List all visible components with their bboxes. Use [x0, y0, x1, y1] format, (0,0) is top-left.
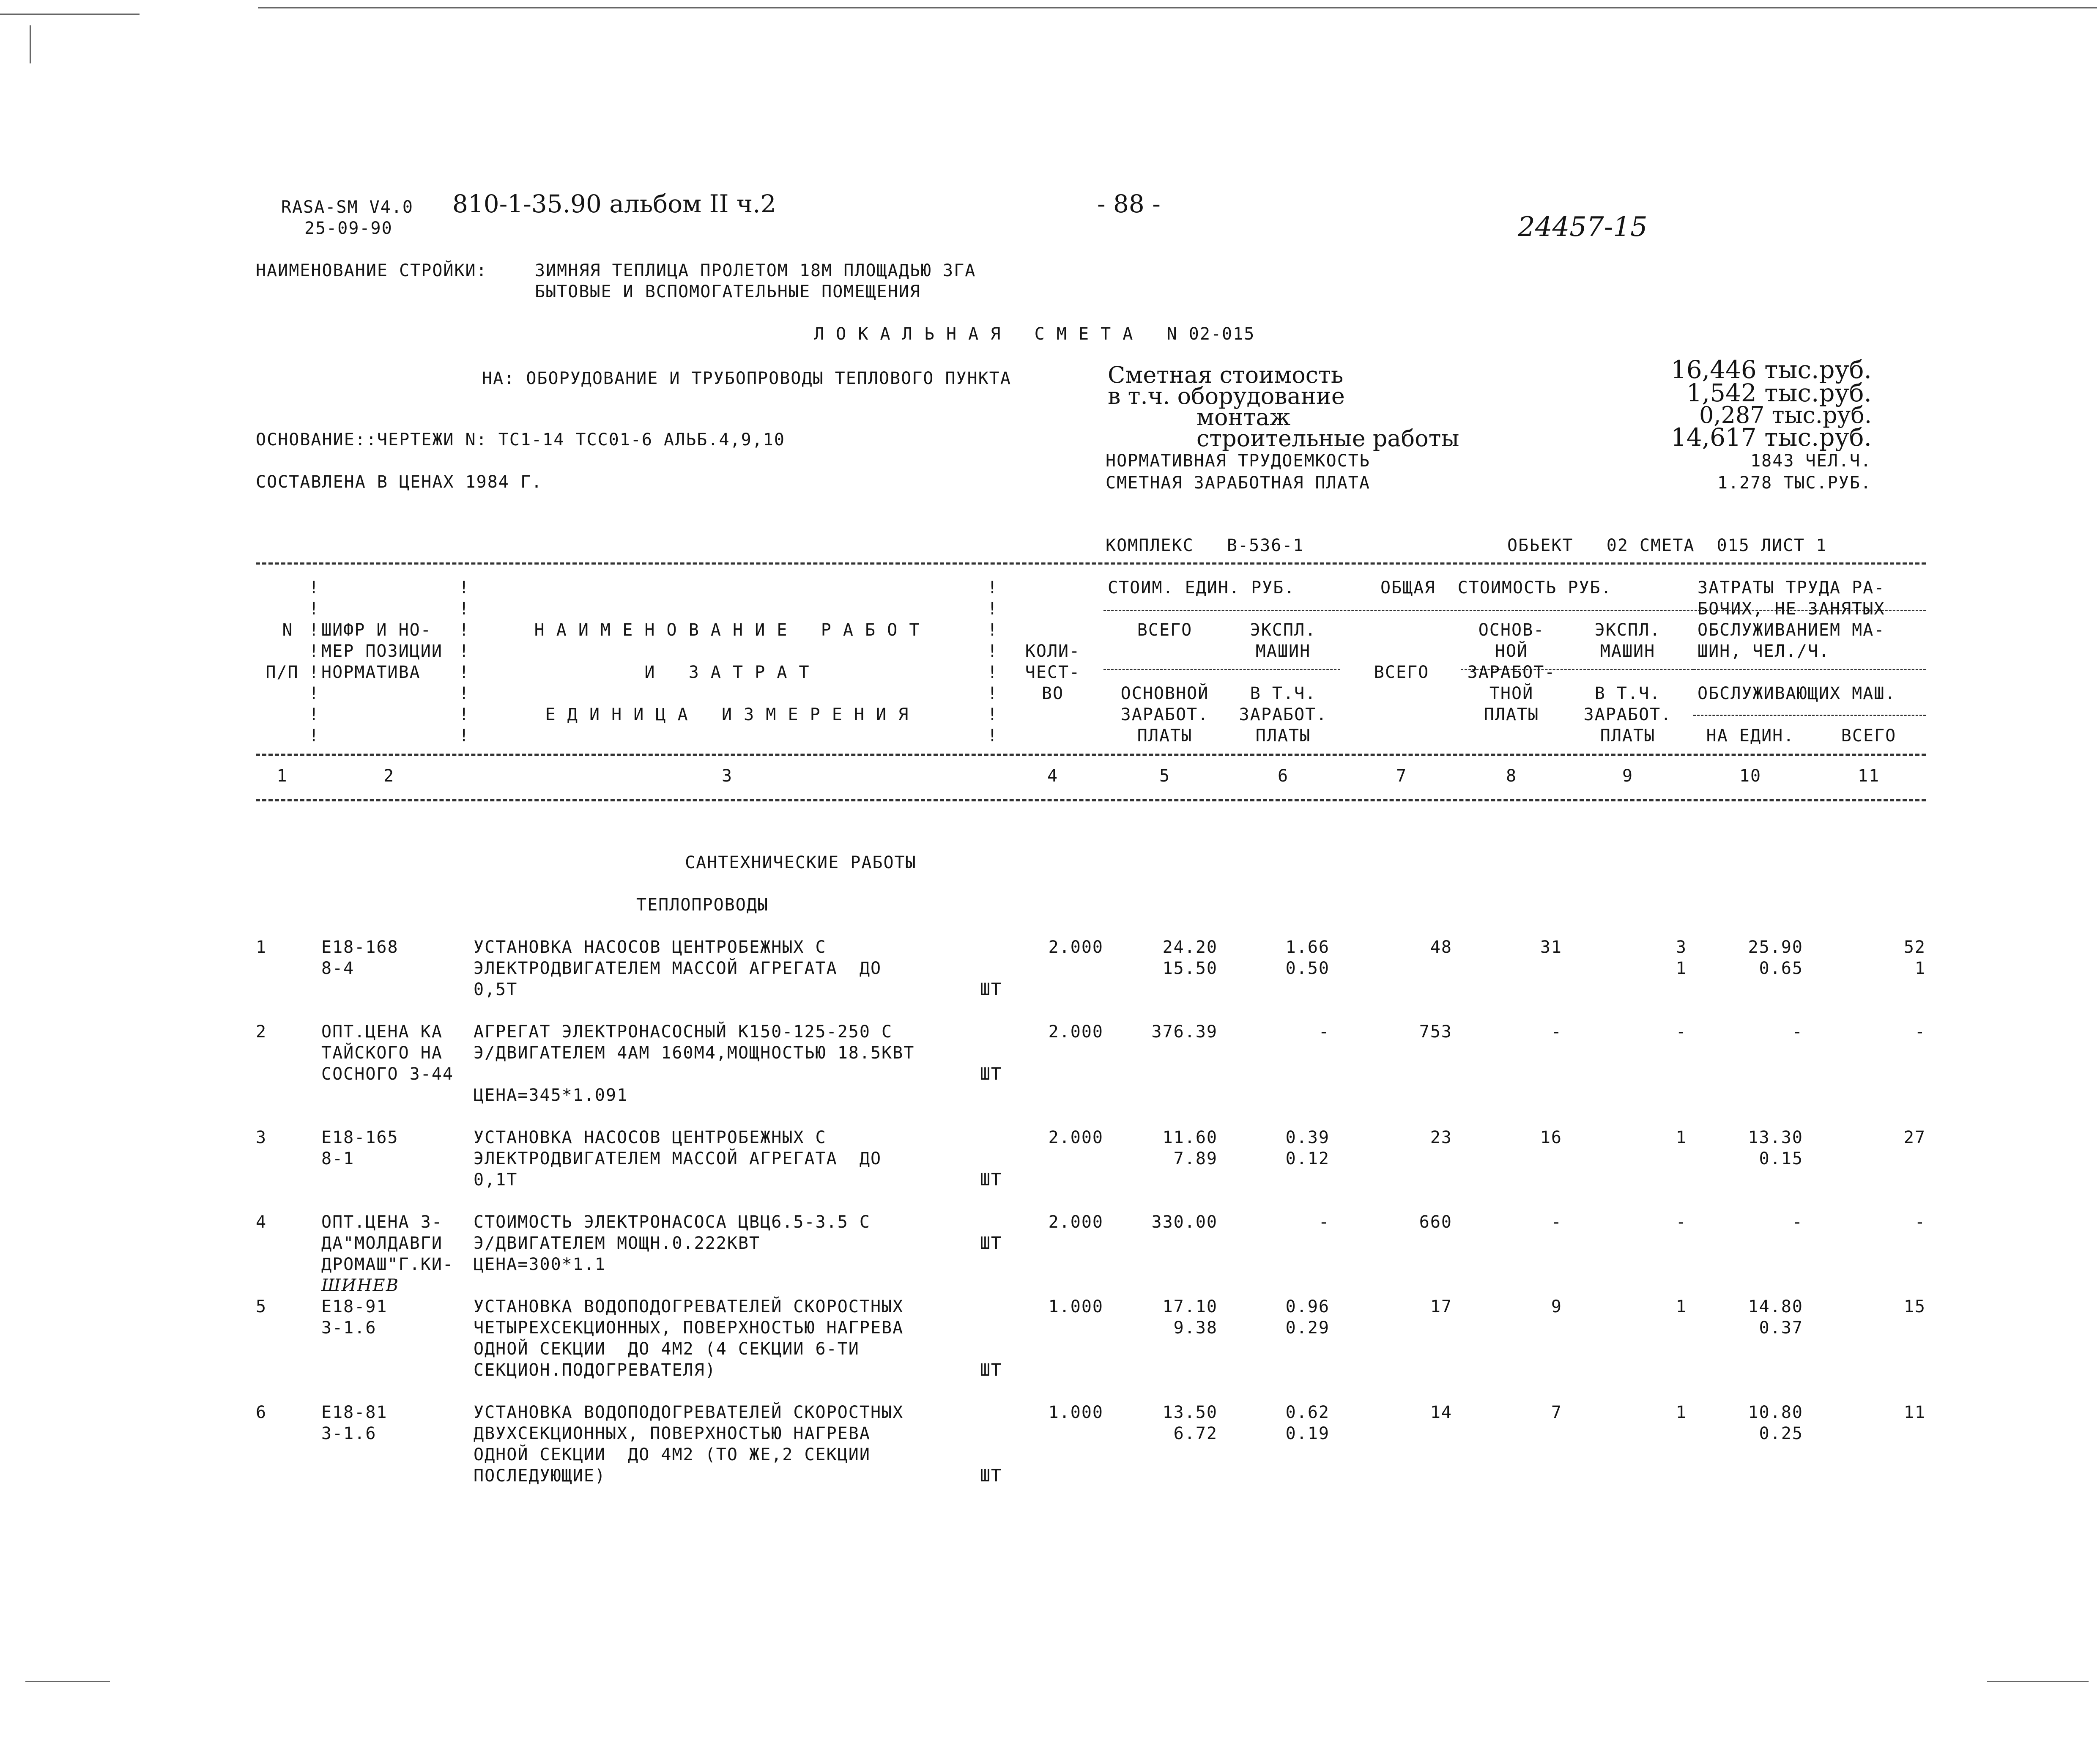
row-total-cost: 753 — [1419, 1022, 1452, 1042]
summary-construction-label: строительные работы — [1196, 425, 1459, 452]
section-subtitle: ТЕПЛОПРОВОДЫ — [636, 895, 769, 915]
estimate-title: Л О К А Л Ь Н А Я С М Е Т А N 02-015 — [814, 324, 1255, 344]
header-c6b: В Т.Ч. ЗАРАБОТ. ПЛАТЫ — [1239, 684, 1328, 746]
row-quantity: 1.000 — [1048, 1297, 1103, 1316]
row-labor-total: - — [1914, 1022, 1926, 1042]
summary-mounting-value: 0,287 тыс.руб. — [1699, 402, 1872, 428]
row-machine-total: - — [1676, 1022, 1687, 1042]
row-name: УСТАНОВКА ВОДОПОДОГРЕВАТЕЛЕЙ СКОРОСТНЫХ — [474, 1297, 904, 1316]
row-code: ОПТ.ЦЕНА 3- — [321, 1212, 443, 1232]
header-col-4: КОЛИ- ЧЕСТ- ВО — [1025, 642, 1081, 703]
row-number: 6 — [256, 1403, 267, 1422]
row-code: ДА"МОЛДАВГИ — [321, 1234, 443, 1253]
row-name: ЭЛЕКТРОДВИГАТЕЛЕМ МАССОЙ АГРЕГАТА ДО — [474, 959, 882, 978]
summary-construction-value: 14,617 тыс.руб. — [1670, 423, 1872, 452]
row-machine-total: 1 — [1676, 1128, 1687, 1147]
summary-labor-label: НОРМАТИВНАЯ ТРУДОЕМКОСТЬ — [1106, 451, 1370, 471]
header-c10-11-top: ОБСЛУЖИВАЮЩИХ МАШ. — [1698, 684, 1896, 703]
estimate-purpose: НА: ОБОРУДОВАНИЕ И ТРУБОПРОВОДЫ ТЕПЛОВОГО ПУНКТА — [482, 369, 1011, 388]
row-labor-unit: 0.25 — [1759, 1424, 1803, 1443]
row-name: ОДНОЙ СЕКЦИИ ДО 4М2 (ТО ЖЕ,2 СЕКЦИИ — [474, 1445, 871, 1464]
row-name: УСТАНОВКА ВОДОПОДОГРЕВАТЕЛЕЙ СКОРОСТНЫХ — [474, 1403, 904, 1422]
header-unit-cost: СТОИМ. ЕДИН. РУБ. — [1108, 578, 1295, 598]
row-unit: ШТ — [980, 1360, 1002, 1380]
row-machine-cost: 0.50 — [1285, 959, 1330, 978]
header-inner-rule — [1103, 669, 1340, 670]
header-col-2: ШИФР И НО- МЕР ПОЗИЦИИ НОРМАТИВА — [321, 620, 443, 682]
header-col-1: N П/П — [266, 620, 299, 682]
summary-wage-label: СМЕТНАЯ ЗАРАБОТНАЯ ПЛАТА — [1106, 473, 1370, 493]
complex-code: КОМПЛЕКС В-536-1 — [1106, 536, 1304, 555]
row-labor-unit: 13.30 — [1748, 1128, 1803, 1147]
header-col-3: Н А И М Е Н О В А Н И Е Р А Б О Т И З А Т Р А Т Е Д И Н И Ц А И З М Е Р Е Н И Я — [534, 620, 920, 724]
row-quantity: 1.000 — [1048, 1403, 1103, 1422]
row-labor-total: 11 — [1903, 1403, 1926, 1422]
row-base-wage: 31 — [1540, 938, 1562, 957]
row-unit: ШТ — [980, 1234, 1002, 1253]
row-machine-cost: 0.39 — [1285, 1128, 1330, 1147]
section-title: САНТЕХНИЧЕСКИЕ РАБОТЫ — [685, 853, 917, 872]
col-number: 7 — [1396, 766, 1407, 786]
row-code: Е18-91 — [321, 1297, 388, 1316]
row-machine-total: 1 — [1676, 1403, 1687, 1422]
summary-cost-value: 16,446 тыс.руб. — [1670, 355, 1872, 384]
row-code: ШИНЕВ — [321, 1276, 400, 1295]
row-base-wage: - — [1551, 1022, 1562, 1042]
col-number: 10 — [1739, 766, 1762, 786]
row-labor-unit: 0.37 — [1759, 1318, 1803, 1338]
row-code: Е18-81 — [321, 1403, 388, 1422]
row-name: Э/ДВИГАТЕЛЕМ МОЩН.0.222КВТ — [474, 1234, 761, 1253]
col-number: 3 — [721, 766, 733, 786]
row-machine-total: 1 — [1676, 959, 1687, 978]
program-version: RASA-SM V4.0 — [281, 197, 413, 217]
row-machine-cost: 0.96 — [1285, 1297, 1330, 1316]
row-code: СОСНОГО 3-44 — [321, 1064, 454, 1084]
row-labor-total: 15 — [1903, 1297, 1926, 1316]
col-number: 8 — [1506, 766, 1517, 786]
header-c11: ВСЕГО — [1841, 726, 1897, 746]
row-name: ЦЕНА=300*1.1 — [474, 1255, 606, 1274]
print-date: 25-09-90 — [304, 219, 393, 238]
row-code: ОПТ.ЦЕНА КА — [321, 1022, 443, 1042]
row-labor-total: 27 — [1903, 1128, 1926, 1147]
row-total-cost: 48 — [1430, 938, 1452, 957]
row-name: 0,1Т — [474, 1170, 518, 1190]
row-machine-total: 1 — [1676, 1297, 1687, 1316]
row-labor-total: 52 — [1903, 938, 1926, 957]
row-labor-unit: - — [1792, 1022, 1803, 1042]
row-machine-total: - — [1676, 1212, 1687, 1232]
row-machine-cost: 1.66 — [1285, 938, 1330, 957]
page-number: - 88 - — [1097, 189, 1161, 218]
project-name: ЗИМНЯЯ ТЕПЛИЦА ПРОЛЕТОМ 18М ПЛОЩАДЬЮ 3ГА — [535, 261, 976, 280]
summary-equipment-label: в т.ч. оборудование — [1108, 383, 1345, 409]
row-name: УСТАНОВКА НАСОСОВ ЦЕНТРОБЕЖНЫХ С — [474, 1128, 827, 1147]
row-unit-cost: 11.60 — [1162, 1128, 1218, 1147]
header-separator: ! ! ! ! ! ! ! ! — [459, 578, 470, 746]
row-name: ПОСЛЕДУЮЩИЕ) — [474, 1466, 606, 1486]
scan-bottom-line — [1987, 1681, 2089, 1682]
row-unit-cost: 7.89 — [1173, 1149, 1218, 1168]
header-total-cost: ОБЩАЯ СТОИМОСТЬ РУБ. — [1380, 578, 1612, 598]
summary-mounting-label: монтаж — [1196, 404, 1291, 431]
header-c5b: ОСНОВНОЙ ЗАРАБОТ. ПЛАТЫ — [1120, 684, 1209, 746]
row-labor-total: - — [1914, 1212, 1926, 1232]
handwritten-number: 24457-15 — [1518, 211, 1648, 243]
row-quantity: 2.000 — [1048, 938, 1103, 957]
col-number: 6 — [1277, 766, 1289, 786]
row-total-cost: 17 — [1430, 1297, 1452, 1316]
summary-wage-value: 1.278 ТЫС.РУБ. — [1717, 473, 1872, 493]
row-name: УСТАНОВКА НАСОСОВ ЦЕНТРОБЕЖНЫХ С — [474, 938, 827, 957]
row-labor-unit: 0.65 — [1759, 959, 1803, 978]
col-number: 1 — [277, 766, 288, 786]
row-total-cost: 23 — [1430, 1128, 1452, 1147]
row-unit: ШТ — [980, 1466, 1002, 1486]
row-total-cost: 660 — [1419, 1212, 1452, 1232]
row-name: СТОИМОСТЬ ЭЛЕКТРОНАСОСА ЦВЦ6.5-3.5 С — [474, 1212, 871, 1232]
row-unit-cost: 13.50 — [1162, 1403, 1218, 1422]
row-machine-cost: 0.19 — [1285, 1424, 1330, 1443]
row-base-wage: 9 — [1551, 1297, 1562, 1316]
numbers-bottom-rule — [256, 799, 1926, 801]
row-number: 1 — [256, 938, 267, 957]
row-base-wage: 7 — [1551, 1403, 1562, 1422]
estimate-prices: СОСТАВЛЕНА В ЦЕНАХ 1984 Г. — [256, 472, 543, 492]
row-machine-cost: 0.29 — [1285, 1318, 1330, 1338]
project-label: НАИМЕНОВАНИЕ СТРОЙКИ: — [256, 261, 487, 280]
row-name: АГРЕГАТ ЭЛЕКТРОНАСОСНЫЙ К150-125-250 С — [474, 1022, 893, 1042]
row-base-wage: 16 — [1540, 1128, 1562, 1147]
row-name: СЕКЦИОН.ПОДОГРЕВАТЕЛЯ) — [474, 1360, 716, 1380]
summary-equipment-value: 1,542 тыс.руб. — [1686, 378, 1872, 407]
row-code: Е18-168 — [321, 938, 399, 957]
row-labor-unit: 14.80 — [1748, 1297, 1803, 1316]
row-code: 8-4 — [321, 959, 355, 978]
row-machine-cost: - — [1318, 1212, 1330, 1232]
header-c5a: ВСЕГО — [1137, 620, 1193, 640]
row-number: 4 — [256, 1212, 267, 1232]
col-number: 5 — [1159, 766, 1171, 786]
row-number: 5 — [256, 1297, 267, 1316]
row-unit-cost: 24.20 — [1162, 938, 1218, 957]
row-quantity: 2.000 — [1048, 1022, 1103, 1042]
header-c9b: В Т.Ч. ЗАРАБОТ. ПЛАТЫ — [1583, 684, 1672, 746]
col-number: 9 — [1622, 766, 1634, 786]
scan-edge-line — [0, 14, 140, 15]
row-unit: ШТ — [980, 980, 1002, 999]
table-top-rule — [256, 562, 1926, 565]
scan-top-line — [258, 7, 2097, 8]
summary-labor-value: 1843 ЧЕЛ.Ч. — [1750, 451, 1872, 471]
col-number: 2 — [383, 766, 395, 786]
row-name: Э/ДВИГАТЕЛЕМ 4АМ 160М4,МОЩНОСТЬЮ 18.5КВТ — [474, 1043, 915, 1063]
col-number: 4 — [1047, 766, 1059, 786]
row-machine-total: 3 — [1676, 938, 1687, 957]
row-unit-cost: 9.38 — [1173, 1318, 1218, 1338]
row-machine-cost: 0.12 — [1285, 1149, 1330, 1168]
row-code: Е18-165 — [321, 1128, 399, 1147]
row-unit-cost: 6.72 — [1173, 1424, 1218, 1443]
project-name-line2: БЫТОВЫЕ И ВСПОМОГАТЕЛЬНЫЕ ПОМЕЩЕНИЯ — [535, 282, 921, 302]
row-labor-unit: 0.15 — [1759, 1149, 1803, 1168]
row-name: 0,5Т — [474, 980, 518, 999]
header-c9a: ЭКСПЛ. МАШИН — [1594, 620, 1661, 661]
row-total-cost: 14 — [1430, 1403, 1452, 1422]
row-code: ТАЙСКОГО НА — [321, 1043, 443, 1063]
row-base-wage: - — [1551, 1212, 1562, 1232]
scan-edge-mark — [30, 25, 31, 63]
header-separator: ! ! ! ! ! ! ! ! — [309, 578, 320, 746]
row-unit-cost: 15.50 — [1162, 959, 1218, 978]
scan-bottom-line — [25, 1681, 110, 1682]
header-c7: ВСЕГО — [1374, 663, 1429, 682]
row-unit: ШТ — [980, 1170, 1002, 1190]
header-inner-rule — [1693, 715, 1926, 716]
series-number: 810-1-35.90 альбом II ч.2 — [452, 189, 776, 218]
row-unit-cost: 17.10 — [1162, 1297, 1218, 1316]
row-labor-unit: 10.80 — [1748, 1403, 1803, 1422]
row-quantity: 2.000 — [1048, 1212, 1103, 1232]
row-name: ОДНОЙ СЕКЦИИ ДО 4М2 (4 СЕКЦИИ 6-ТИ — [474, 1339, 860, 1359]
header-labor: ЗАТРАТЫ ТРУДА РА- БОЧИХ, НЕ ЗАНЯТЫХ ОБСЛУЖИВАНИЕМ МА- ШИН, ЧЕЛ./Ч. — [1698, 578, 1885, 661]
object-sheet: ОБЬЕКТ 02 СМЕТА 015 ЛИСТ 1 — [1507, 536, 1827, 555]
row-number: 3 — [256, 1128, 267, 1147]
summary-cost-label: Сметная стоимость — [1108, 362, 1344, 388]
row-name: ЧЕТЫРЕХСЕКЦИОННЫХ, ПОВЕРХНОСТЬЮ НАГРЕВА — [474, 1318, 904, 1338]
header-bottom-rule — [256, 754, 1926, 756]
row-unit-cost: 376.39 — [1151, 1022, 1218, 1042]
row-name: ДВУХСЕКЦИОННЫХ, ПОВЕРХНОСТЬЮ НАГРЕВА — [474, 1424, 871, 1443]
row-unit: ШТ — [980, 1064, 1002, 1084]
row-labor-unit: 25.90 — [1748, 938, 1803, 957]
header-c6a: ЭКСПЛ. МАШИН — [1250, 620, 1317, 661]
header-separator: ! ! ! ! ! ! ! ! — [987, 578, 999, 746]
row-machine-cost: - — [1318, 1022, 1330, 1042]
col-number: 11 — [1857, 766, 1880, 786]
row-machine-cost: 0.62 — [1285, 1403, 1330, 1422]
row-name: ЦЕНА=345*1.091 — [474, 1086, 628, 1105]
header-inner-rule — [1693, 669, 1926, 670]
header-c10: НА ЕДИН. — [1706, 726, 1795, 746]
row-unit-cost: 330.00 — [1151, 1212, 1218, 1232]
row-code: 3-1.6 — [321, 1424, 377, 1443]
estimate-basis: ОСНОВАНИЕ::ЧЕРТЕЖИ N: ТС1-14 ТСС01-6 АЛЬБ.4,9,10 — [256, 430, 785, 450]
header-c8: ОСНОВ- НОЙ ЗАРАБОТ- ТНОЙ ПЛАТЫ — [1467, 620, 1556, 724]
row-code: 8-1 — [321, 1149, 355, 1168]
row-name: ЭЛЕКТРОДВИГАТЕЛЕМ МАССОЙ АГРЕГАТА ДО — [474, 1149, 882, 1168]
row-quantity: 2.000 — [1048, 1128, 1103, 1147]
row-labor-unit: - — [1792, 1212, 1803, 1232]
row-labor-total: 1 — [1914, 959, 1926, 978]
row-number: 2 — [256, 1022, 267, 1042]
row-code: ДРОМАШ"Г.КИ- — [321, 1255, 454, 1274]
row-code: 3-1.6 — [321, 1318, 377, 1338]
